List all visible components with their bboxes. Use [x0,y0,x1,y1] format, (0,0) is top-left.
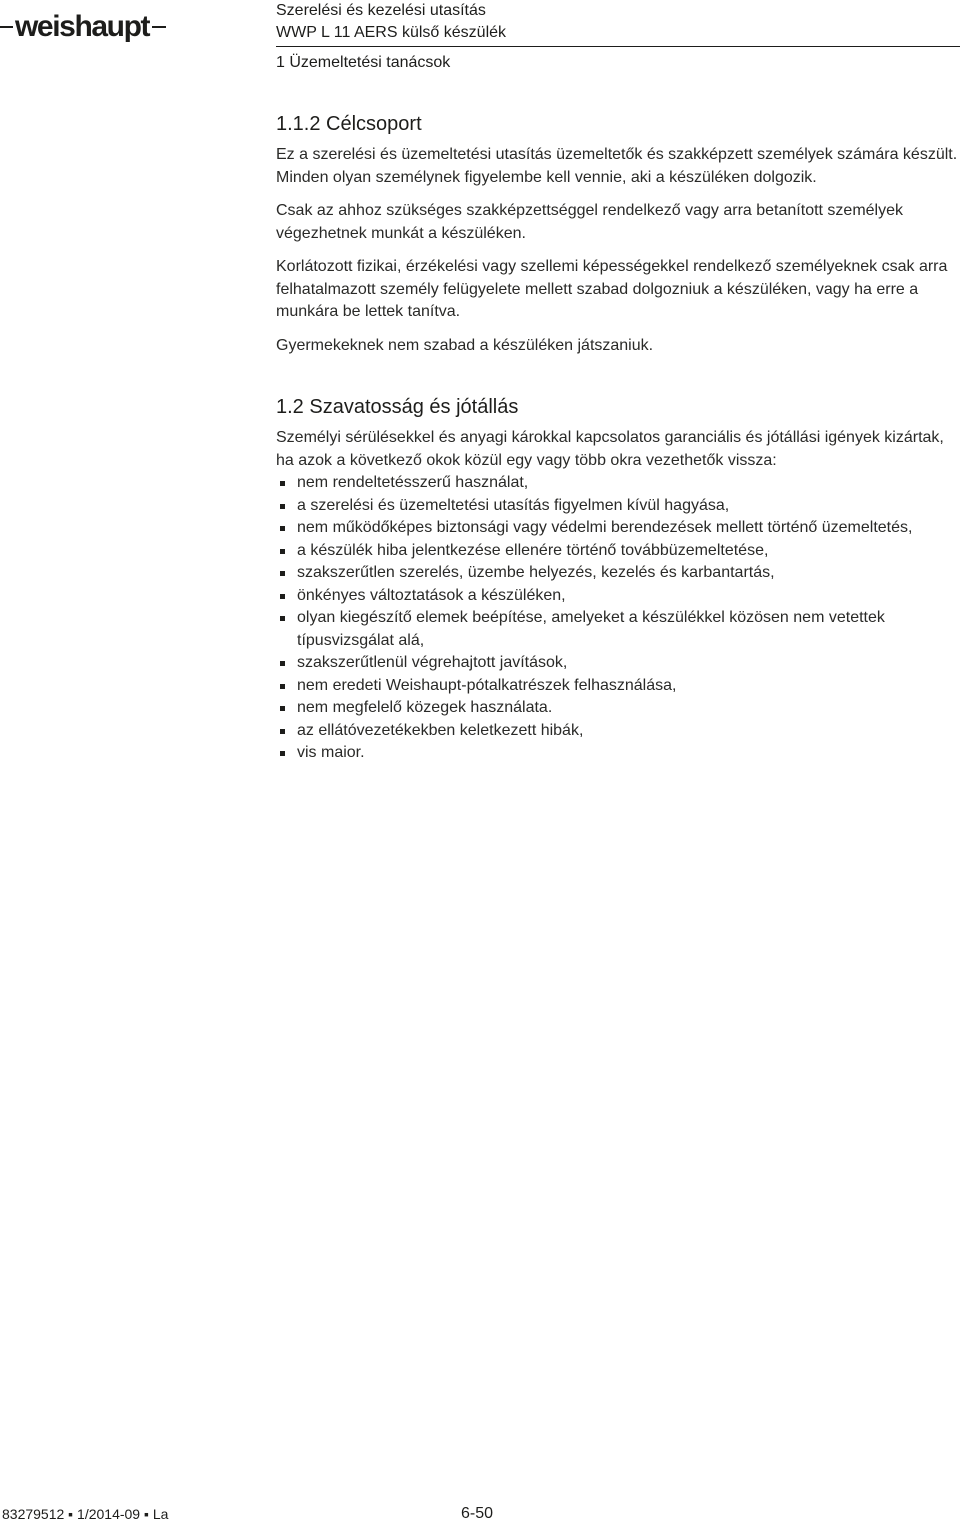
section-heading: 1.2 Szavatosság és jótállás [276,396,519,418]
list-item-text: olyan kiegészítő elemek beépítése, amelyeket a készülékkel közösen nem vetettek típusvizsgálat alá, [297,609,885,649]
paragraph: Gyermekeknek nem szabad a készüléken játszaniuk. [276,336,654,354]
list-item [276,472,960,495]
section-target-group [276,110,960,357]
bullet-icon [280,594,285,599]
list-item [276,585,960,608]
list-item [276,540,960,563]
bullet-icon [280,706,285,711]
bullet-icon [280,549,285,554]
section-warranty [276,393,960,765]
list-item-text: vis maior. [297,744,365,761]
list-item-text: a szerelési és üzemeltetési utasítás figyelmen kívül hagyása, [297,496,730,514]
logo-dash-left [0,26,13,28]
page-content [276,110,960,765]
bullet-icon [280,729,285,734]
logo-dash-right [152,26,166,28]
paragraph: Korlátozott fizikai, érzékelési vagy szellemi képességekkel rendelkező személyeknek csak arra felhatalmazott személy felügyelete mellett szabad dolgozniuk a készüléken, vagy ha erre a munkára be lettek tanítva. [276,258,948,320]
page-number: 6-50 [461,1505,494,1522]
section-heading: 1.1.2 Célcsoport [276,113,422,135]
logo-text: weishaupt [15,10,150,43]
list-item-text: nem megfelelő közegek használata. [297,699,553,716]
bullet-icon [280,616,285,621]
bullet-icon [280,751,285,756]
list-item [276,675,960,698]
bullet-icon [280,684,285,689]
list-item-text: az ellátóvezetékekben keletkezett hibák, [297,721,584,739]
bullet-icon [280,481,285,486]
list-item [276,517,960,540]
list-item [276,720,960,743]
paragraph: Csak az ahhoz szükséges szakképzettséggel rendelkező vagy arra betanított személyek végezhetnek munkát a készüléken. [276,202,903,242]
list-item [276,607,960,652]
paragraph: Ez a szerelési és üzemeltetési utasítás üzemeltetők és szakképzett személyek számára készült. Minden olyan személynek figyelembe kell vennie, aki a készüléken dolgozik. [276,146,958,186]
list-item-text: szakszerűtlenül végrehajtott javítások, [297,654,568,671]
list-item [276,742,960,765]
list-item-text: önkényes változtatások a készüléken, [297,586,566,604]
warranty-intro: Személyi sérülésekkel és anyagi károkkal kapcsolatos garanciális és jótállási igények kizártak, ha azok a következő okok közül egy vagy több okra vezethetők vissza: [276,429,944,469]
document-number: 83279512 ▪ 1/2014-09 ▪ La [2,1506,169,1522]
bullet-icon [280,526,285,531]
exclusion-list [276,472,960,765]
list-item-text: nem működőképes biztonsági vagy védelmi berendezések mellett történő üzemeltetés, [297,519,913,536]
device-name: WWP L 11 AERS külső készülék [276,24,507,41]
list-item [276,652,960,675]
list-item [276,697,960,720]
bullet-icon [280,504,285,509]
list-item-text: nem rendeltetésszerű használat, [297,474,529,491]
list-item-text: szakszerűtlen szerelés, üzembe helyezés, kezelés és karbantartás, [297,564,775,581]
bullet-icon [280,571,285,576]
bullet-icon [280,661,285,666]
weishaupt-logo [0,9,166,45]
list-item [276,562,960,585]
list-item [276,495,960,518]
document-title: Szerelési és kezelési utasítás [276,2,486,19]
list-item-text: a készülék hiba jelentkezése ellenére történő továbbüzemeltetése, [297,541,769,559]
chapter-title: 1 Üzemeltetési tanácsok [276,54,451,71]
header-divider [276,46,960,47]
list-item-text: nem eredeti Weishaupt-pótalkatrészek felhasználása, [297,676,677,694]
